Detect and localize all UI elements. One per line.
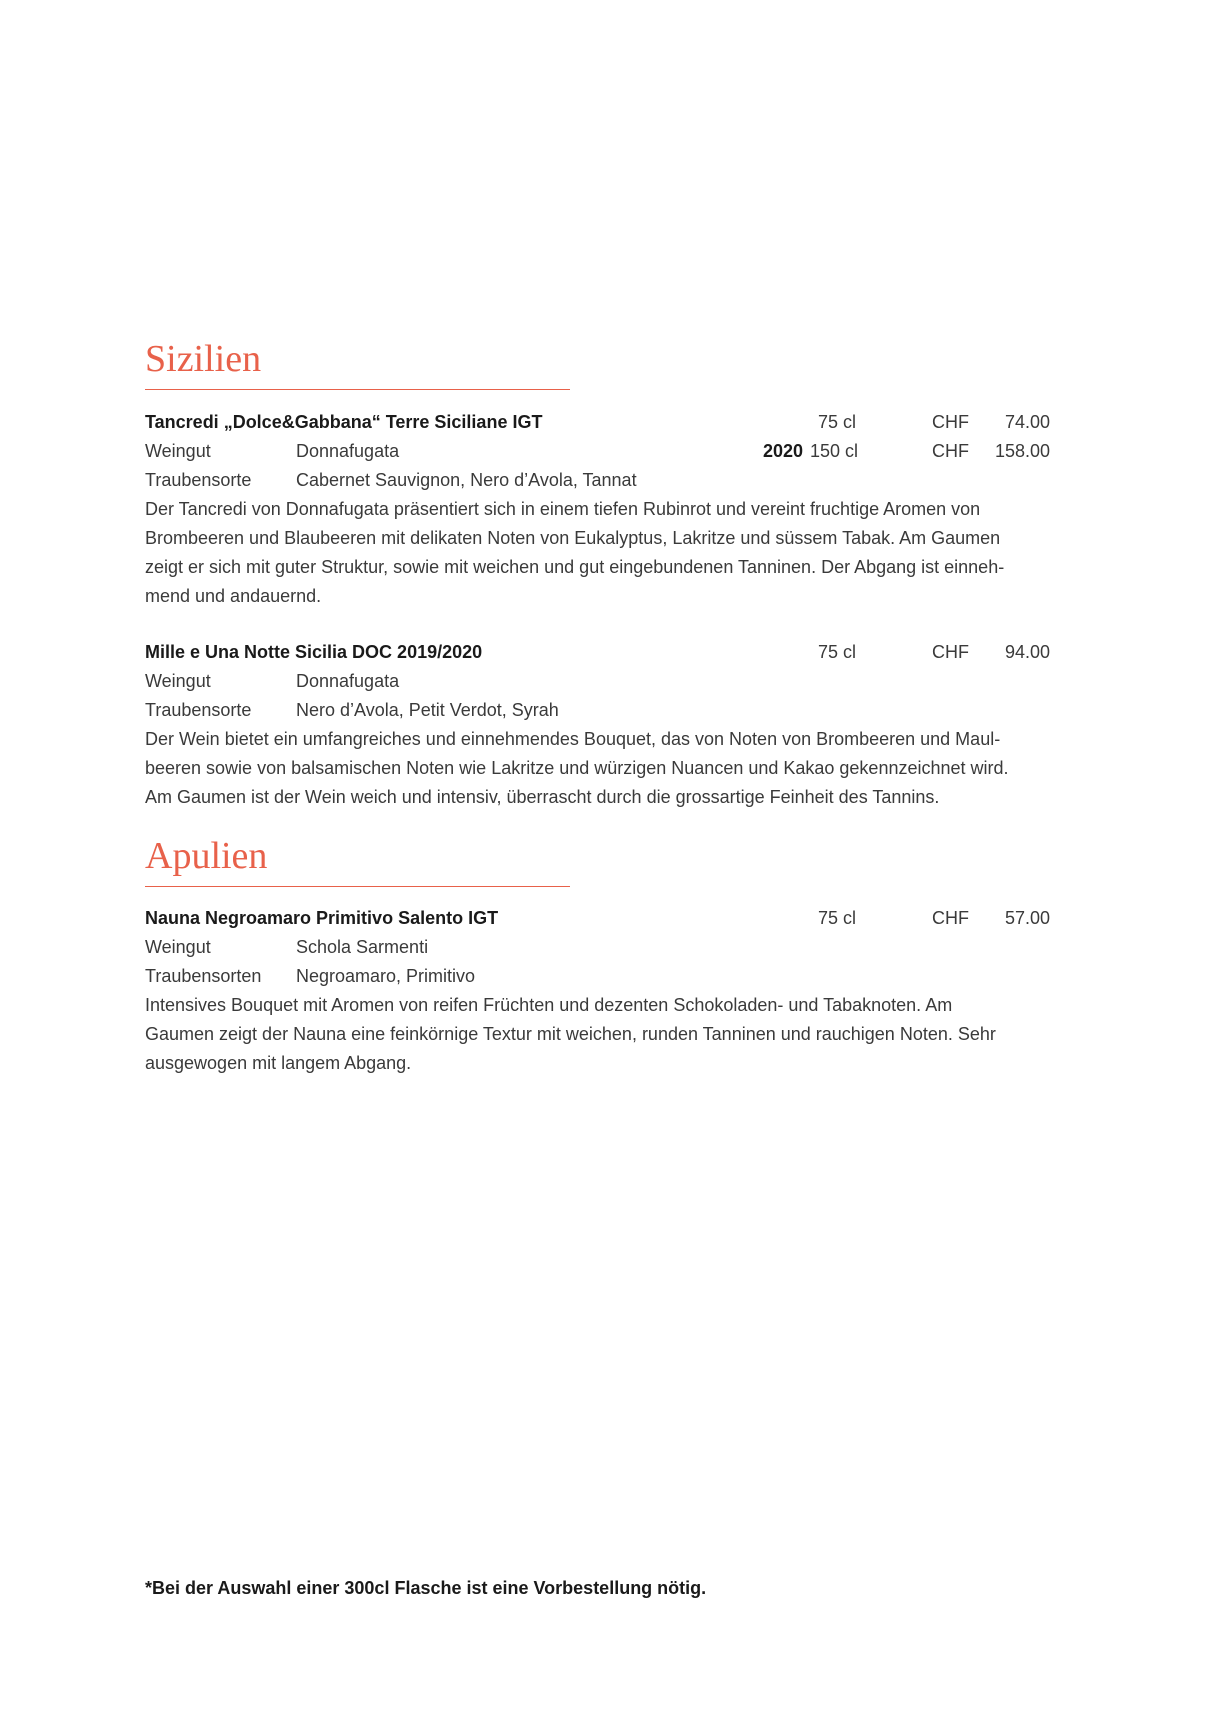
- description-line: ausgewogen mit langem Abgang.: [145, 1053, 412, 1073]
- bottle-size: 75 cl: [818, 908, 857, 928]
- description-line: Der Tancredi von Donnafugata präsentiert sich in einem tiefen Rubinrot und vereint fruchtige Aromen von: [145, 499, 981, 519]
- currency: CHF: [932, 642, 969, 662]
- weingut-value: Donnafugata: [296, 441, 400, 461]
- price: 74.00: [1004, 412, 1050, 432]
- description-line: beeren sowie von balsamischen Noten wie Lakritze und würzigen Nuancen und Kakao gekennzeichnet wird.: [145, 758, 1009, 778]
- section-divider: [145, 886, 570, 887]
- section-title-apulien: Apulien: [145, 835, 268, 877]
- description-line: zeigt er sich mit guter Struktur, sowie mit weichen und gut eingebundenen Tanninen. Der Abgang ist einneh-: [145, 557, 1005, 577]
- currency: CHF: [932, 412, 969, 432]
- wine-name: Nauna Negroamaro Primitivo Salento IGT: [145, 908, 499, 928]
- weingut-value: Donnafugata: [296, 671, 400, 691]
- weingut-label: Weingut: [145, 441, 211, 461]
- footnote: *Bei der Auswahl einer 300cl Flasche ist eine Vorbestellung nötig.: [145, 1578, 707, 1598]
- bottle-size: 150 cl: [810, 441, 859, 461]
- description-line: Brombeeren und Blaubeeren mit delikaten Noten von Eukalyptus, Lakritze und süssem Tabak. Am Gaumen: [145, 528, 1001, 548]
- traube-value: Nero d’Avola, Petit Verdot, Syrah: [296, 700, 559, 720]
- section-divider: [145, 389, 570, 390]
- description-line: Am Gaumen ist der Wein weich und intensiv, überrascht durch die grossartige Feinheit des Tannins.: [145, 787, 940, 807]
- description-line: Gaumen zeigt der Nauna eine feinkörnige Textur mit weichen, runden Tanninen und rauchigen Noten. Sehr: [145, 1024, 996, 1044]
- wine-name: Tancredi „Dolce&Gabbana“ Terre Siciliane IGT: [145, 412, 543, 432]
- currency: CHF: [932, 441, 969, 461]
- price: 94.00: [1004, 642, 1050, 662]
- description-line: Intensives Bouquet mit Aromen von reifen Früchten und dezenten Schokoladen- und Tabaknoten. Am: [145, 995, 953, 1015]
- section-title-sizilien: Sizilien: [145, 338, 262, 380]
- description-line: mend und andauernd.: [145, 586, 322, 606]
- bottle-size: 75 cl: [818, 412, 857, 432]
- vintage-year: 2020: [762, 441, 803, 461]
- wine-name: Mille e Una Notte Sicilia DOC 2019/2020: [145, 642, 483, 662]
- traube-value: Cabernet Sauvignon, Nero d’Avola, Tannat: [296, 470, 637, 490]
- price: 57.00: [1004, 908, 1050, 928]
- description-line: Der Wein bietet ein umfangreiches und einnehmendes Bouquet, das von Noten von Brombeeren und Maul-: [145, 729, 1001, 749]
- weingut-label: Weingut: [145, 671, 211, 691]
- traube-label: Traubensorte: [145, 470, 252, 490]
- currency: CHF: [932, 908, 969, 928]
- weingut-label: Weingut: [145, 937, 211, 957]
- price: 158.00: [994, 441, 1050, 461]
- traube-label: Traubensorte: [145, 700, 252, 720]
- traube-label: Traubensorten: [145, 966, 262, 986]
- bottle-size: 75 cl: [818, 642, 857, 662]
- weingut-value: Schola Sarmenti: [296, 937, 429, 957]
- traube-value: Negroamaro, Primitivo: [296, 966, 476, 986]
